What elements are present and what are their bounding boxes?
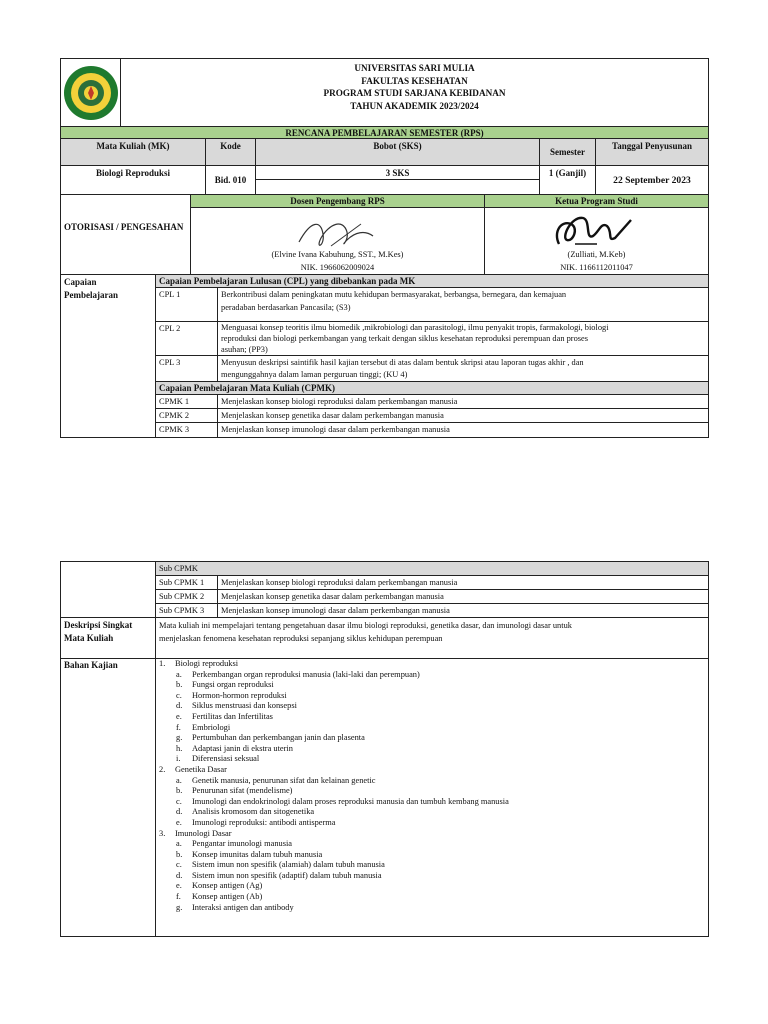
cpmk-text: Menjelaskan konsep genetika dasar dalam perkembangan manusia [218,409,708,423]
subitem-letter: h. [176,743,183,753]
subitem-text: Konsep imunitas dalam tubuh manusia [192,849,323,859]
cpmk-header: Capaian Pembelajaran Mata Kuliah (CPMK) [156,382,708,395]
header-kode: Kode [206,139,256,166]
cpl-code: CPL 1 [156,288,218,322]
bahan-subitems [159,669,420,765]
cpl-text [218,288,708,322]
deskripsi-line: menjelaskan fenomena kesehatan reproduksi sepanjang siklus kehidupan perempuan [159,634,443,643]
topic-title: Biologi reproduksi [175,659,239,668]
program-name: PROGRAM STUDI SARJANA KEBIDANAN [323,88,506,98]
header-mk: Mata Kuliah (MK) [61,139,206,166]
deskripsi-text [156,618,708,659]
sub-cpmk-text: Menjelaskan konsep biologi reproduksi dalam perkembangan manusia [218,576,708,590]
bahan-subitems [159,775,509,829]
subitem-letter: b. [176,680,183,690]
topic-title: Imunologi Dasar [175,828,232,838]
subitem-text: Siklus menstruasi dan konsepsi [192,701,297,711]
header-bobot: Bobot (SKS) [256,139,540,166]
bobot-divider [256,179,539,180]
subitem-letter: e. [176,881,182,891]
dosen-header: Dosen Pengembang RPS [191,195,485,208]
subitem-text: Sistem imun non spesifik (alamiah) dalam tubuh manusia [192,860,385,870]
subitem-text: Sistem imun non spesifik (adaptif) dalam tubuh manusia [192,870,382,880]
value-tanggal: 22 September 2023 [596,166,708,195]
cpl-line: Menguasai konsep teoritis ilmu biomedik ,mikrobiologi dan parasitologi, ilmu penyakit tropis, farmakologi, biologi [221,323,609,332]
topic-num: 2. [159,764,166,774]
subitem-letter: e. [176,711,182,721]
topic-num: 3. [159,828,166,838]
subitem-text: Fertilitas dan Infertilitas [192,711,273,721]
cpl-text [218,356,708,382]
sub-cpmk-code: Sub CPMK 3 [156,604,218,618]
subitem-letter: d. [176,807,183,817]
subitem-letter: c. [176,860,182,870]
subitem-text: Imunologi dan endokrinologi dalam proses reproduksi manusia dan tumbuh kembang manusia [192,796,509,806]
subitem-letter: d. [176,701,183,711]
subitem-letter: e. [176,817,182,827]
bahan-topic [159,828,232,840]
dosen-nik: NIK. 1966062009024 [300,263,375,272]
rps-title: RENCANA PEMBELAJARAN SEMESTER (RPS) [61,126,708,139]
bahan-subitems [159,839,385,913]
subitem-text: Analisis kromosom dan sitogenetika [192,807,315,817]
rps-table-page2 [60,561,709,937]
cpl-line: Berkontribusi dalam peningkatan mutu kehidupan bermasyarakat, berbangsa, bernegara, dan kemajuan [221,290,567,299]
subitem-text: Imunologi reproduksi: antibodi antisperma [192,817,336,827]
subitem-text: Fungsi organ reproduksi [192,680,274,690]
subitem-text: Penurunan sifat (mendelisme) [192,786,293,796]
subitem-letter: a. [176,669,182,679]
subitem-letter: b. [176,786,183,796]
subitem-letter: f. [176,722,181,732]
subitem-text: Konsep antigen (Ab) [192,892,263,902]
subitem-text: Pengantar imunologi manusia [192,839,293,849]
deskripsi-line: Mata kuliah ini mempelajari tentang pengetahuan dasar ilmu biologi reproduksi, genetika dasar, dan imunologi dasar untuk [159,621,572,630]
sub-cpmk-text: Menjelaskan konsep genetika dasar dalam perkembangan manusia [218,590,708,604]
kaprodi-nik: NIK. 1166112011047 [560,263,633,272]
value-semester: 1 (Ganjil) [540,166,596,195]
subitem-text: Pertumbuhan dan perkembangan janin dan plasenta [192,733,365,743]
sub-cpmk-code: Sub CPMK 1 [156,576,218,590]
deskripsi-label [61,618,156,659]
subitem-text: Perkembangan organ reproduksi manusia (laki-laki dan perempuan) [192,669,420,679]
cpl-header: Capaian Pembelajaran Lulusan (CPL) yang dibebankan pada MK [156,275,708,288]
subitem-text: Genetik manusia, penurunan sifat dan kelainan genetic [192,775,376,785]
kaprodi-signature-cell [485,208,708,275]
subitem-text: Hormon-hormon reproduksi [192,690,287,700]
cpmk-code: CPMK 1 [156,395,218,409]
cpl-text [218,322,708,356]
university-name: UNIVERSITAS SARI MULIA [354,63,475,73]
bahan-section-1 [159,659,509,913]
subitem-letter: c. [176,690,182,700]
bahan-topic [159,764,227,776]
dosen-signature-cell [191,208,485,275]
subitem-text: Interaksi antigen dan antibody [192,902,294,912]
cpl-code: CPL 2 [156,322,218,356]
cpmk-code: CPMK 2 [156,409,218,423]
bahan-list [156,659,708,936]
subitem-letter: b. [176,849,183,859]
header-titles [121,59,708,127]
faculty-name: FAKULTAS KESEHATAN [361,75,468,86]
cpmk-text: Menjelaskan konsep biologi reproduksi dalam perkembangan manusia [218,395,708,409]
subitem-text: Adaptasi janin di ekstra uterin [192,743,293,753]
subitem-letter: i. [176,754,181,764]
kaprodi-name: (Zulliati, M.Keb) [567,250,626,259]
bobot-text: 3 SKS [385,168,410,178]
capaian-label: Capaian Pembelajaran [61,275,156,437]
subitem-letter: f. [176,892,181,902]
topic-num: 1. [159,659,166,668]
sub-cpmk-code: Sub CPMK 2 [156,590,218,604]
blank-label-cell [61,562,156,618]
logo-cell [61,59,121,127]
topic-title: Genetika Dasar [175,764,227,774]
rps-table-page1 [60,58,709,438]
otorisasi-label: OTORISASI / PENGESAHAN [61,195,191,275]
cpmk-code: CPMK 3 [156,423,218,437]
subitem-letter: a. [176,775,182,785]
value-bobot [256,166,540,195]
subitem-letter: g. [176,902,183,912]
header-tanggal: Tanggal Penyusunan [596,139,708,166]
subitem-letter: c. [176,796,182,806]
subitem-text: Diferensiasi seksual [192,754,260,764]
sub-cpmk-header: Sub CPMK [156,562,708,576]
kaprodi-header: Ketua Program Studi [485,195,708,208]
cpmk-text: Menjelaskan konsep imunologi dasar dalam perkembangan manusia [221,425,450,434]
deskripsi-label-line: Deskripsi Singkat [64,620,133,630]
subitem-text: Konsep antigen (Ag) [192,881,263,891]
cpl-line: mengunggahnya dalam laman perguruan tinggi; (KU 4) [221,370,408,379]
subitem-text: Embriologi [192,722,231,732]
cpl-line: Menyusun deskripsi saintifik hasil kajian tersebut di atas dalam bentuk skripsi atau laporan tugas akhir , dan [221,358,584,367]
subitem-letter: a. [176,839,182,849]
dosen-name: (Elvine Ivana Kabuhung, SST., M.Kes) [271,250,404,259]
subitem-letter: d. [176,870,183,880]
bahan-label: Bahan Kajian [61,659,156,936]
value-kode: Bid. 010 [206,166,256,195]
bahan-topic [159,659,239,670]
deskripsi-label-line: Mata Kuliah [64,632,114,643]
sub-cpmk-text: Menjelaskan konsep imunologi dasar dalam perkembangan manusia [218,604,708,618]
header-semester: Semester [540,139,596,166]
subitem-letter: g. [176,733,183,743]
value-mk: Biologi Reproduksi [61,166,206,195]
academic-year: TAHUN AKADEMIK 2023/2024 [350,100,479,111]
cpl-code: CPL 3 [156,356,218,382]
cpl-line: peradaban berdasarkan Pancasila; (S3) [221,302,351,312]
cpl-line: asuhan; (PP3) [221,344,268,354]
university-logo [61,59,121,127]
cpl-line: reproduksi dan biologi perkembangan yang terkait dengan siklus kesehatan reproduksi perempuan dan proses [221,333,588,343]
